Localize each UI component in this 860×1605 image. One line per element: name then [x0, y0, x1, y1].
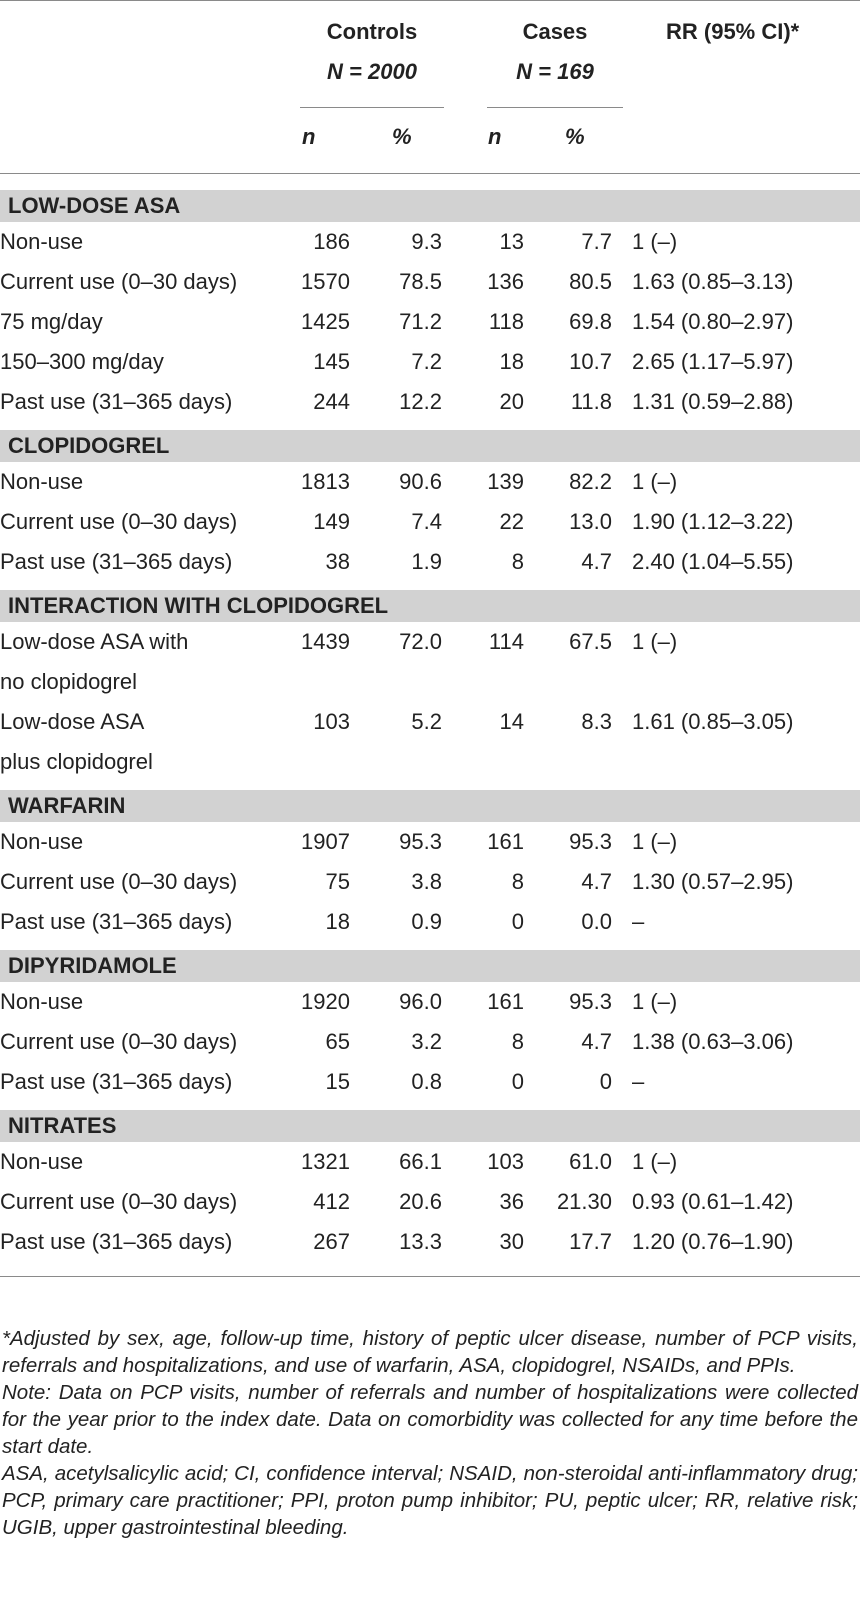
cases-n-cell: 161	[487, 989, 524, 1014]
spacer-cell	[612, 382, 632, 426]
row-label-continuation: no clopidogrel	[0, 669, 137, 694]
section-title: NITRATES	[0, 1106, 860, 1142]
section-header-row	[0, 1106, 860, 1142]
section-header-row	[0, 426, 860, 462]
row-label: Low-dose ASA	[0, 709, 145, 734]
cases-n-cell: 36	[499, 1189, 524, 1214]
cases-n-cell: 103	[487, 1149, 524, 1174]
cases-pct-cell: 95.3	[569, 989, 612, 1014]
cases-n-cell: 8	[511, 869, 524, 894]
rr-cell: –	[632, 909, 645, 934]
controls-n-cell: 412	[313, 1189, 350, 1214]
cases-pct-cell: 10.7	[569, 349, 612, 374]
controls-header	[300, 12, 444, 92]
cases-pct-cell: 21.30	[556, 1189, 612, 1214]
controls-pct-cell: 9.3	[411, 229, 442, 254]
rr-cell: 1 (–)	[632, 229, 678, 254]
rr-cell: 1.54 (0.80–2.97)	[632, 309, 794, 334]
row-label: 150–300 mg/day	[0, 349, 164, 374]
section-title: LOW-DOSE ASA	[0, 190, 860, 222]
spacer-cell	[612, 342, 632, 382]
controls-pct-cell: 20.6	[399, 1189, 442, 1214]
table-row	[0, 1142, 860, 1182]
row-label: Past use (31–365 days)	[0, 1229, 233, 1254]
controls-pct-cell: 95.3	[399, 829, 442, 854]
cases-pct-cell: 8.3	[581, 709, 612, 734]
header-rule	[0, 173, 860, 174]
top-rule	[0, 0, 860, 1]
footnote-note: Note: Data on PCP visits, number of referrals and number of hospitalizations were collected for the year prior to the index date. Data on comorbidity was collected for any time before the start date.	[2, 1381, 858, 1458]
spacer-cell	[612, 862, 632, 902]
cases-n-cell: 18	[499, 349, 524, 374]
controls-pct-cell: 66.1	[399, 1149, 442, 1174]
controls-pct-cell: 13.3	[399, 1229, 442, 1254]
cases-pct-cell: 4.7	[581, 1029, 612, 1054]
cases-n-cell: 8	[511, 1029, 524, 1054]
rr-cell: 1 (–)	[632, 1149, 678, 1174]
rr-header: RR (95% CI)*	[666, 19, 800, 44]
table-row	[0, 542, 860, 586]
row-label: Non-use	[0, 989, 84, 1014]
table-row	[0, 382, 860, 426]
controls-label: Controls	[326, 19, 418, 44]
controls-n-subheader: n	[302, 124, 316, 149]
table-row-continuation	[0, 742, 860, 786]
cases-pct-cell: 7.7	[581, 229, 612, 254]
section-title: INTERACTION WITH CLOPIDOGREL	[0, 586, 860, 622]
row-label: 75 mg/day	[0, 309, 103, 334]
cases-n-cell: 139	[487, 469, 524, 494]
spacer-cell	[612, 902, 632, 946]
controls-pct-cell: 3.8	[411, 869, 442, 894]
cases-n-cell: 20	[499, 389, 524, 414]
controls-n-cell: 15	[325, 1069, 350, 1094]
row-label: Past use (31–365 days)	[0, 389, 233, 414]
table-row	[0, 262, 860, 302]
table-row-continuation	[0, 662, 860, 702]
controls-n-cell: 1920	[301, 989, 350, 1014]
spacer-cell	[612, 822, 632, 862]
rr-cell: 1.90 (1.12–3.22)	[632, 509, 794, 534]
rr-cell: 1 (–)	[632, 469, 678, 494]
rr-cell: 1.31 (0.59–2.88)	[632, 389, 794, 414]
cases-n-cell: 0	[511, 909, 524, 934]
table-row	[0, 302, 860, 342]
spacer-cell	[612, 462, 632, 502]
cases-pct-cell: 4.7	[581, 869, 612, 894]
cases-n-cell: 118	[488, 309, 524, 334]
controls-n-cell: 145	[313, 349, 350, 374]
controls-underline	[300, 107, 444, 108]
spacer-cell	[612, 222, 632, 262]
section-header-row	[0, 946, 860, 982]
cases-pct-cell: 69.8	[569, 309, 612, 334]
table-row	[0, 982, 860, 1022]
cases-underline	[487, 107, 623, 108]
controls-n-cell: 1321	[301, 1149, 350, 1174]
cases-n-cell: 114	[488, 629, 524, 654]
rr-cell: 1 (–)	[632, 629, 678, 654]
table-row	[0, 222, 860, 262]
controls-pct-cell: 12.2	[399, 389, 442, 414]
controls-n-cell: 1439	[301, 629, 350, 654]
cases-n-cell: 30	[499, 1229, 524, 1254]
table-row	[0, 862, 860, 902]
table-row	[0, 502, 860, 542]
table-row	[0, 1182, 860, 1222]
cases-n-cell: 13	[499, 229, 524, 254]
section-title: DIPYRIDAMOLE	[0, 946, 860, 982]
controls-n-cell: 267	[313, 1229, 350, 1254]
rr-cell: 2.65 (1.17–5.97)	[632, 349, 794, 374]
cases-n-cell: 14	[499, 709, 524, 734]
row-label: Current use (0–30 days)	[0, 269, 238, 294]
table-row	[0, 622, 860, 662]
results-table	[0, 190, 860, 1262]
cases-n-cell: 8	[511, 549, 524, 574]
cases-pct-cell: 17.7	[569, 1229, 612, 1254]
controls-pct-cell: 7.2	[411, 349, 442, 374]
cases-n-cell: 22	[499, 509, 524, 534]
rr-cell: 1.61 (0.85–3.05)	[632, 709, 794, 734]
table-row	[0, 1022, 860, 1062]
controls-n-cell: 1570	[301, 269, 350, 294]
cases-pct-subheader: %	[565, 124, 585, 149]
controls-pct-cell: 90.6	[399, 469, 442, 494]
controls-n-cell: 75	[325, 869, 350, 894]
controls-pct-cell: 7.4	[411, 509, 442, 534]
bottom-rule	[0, 1276, 860, 1277]
controls-n-cell: 18	[325, 909, 350, 934]
footnotes	[2, 1325, 858, 1541]
controls-pct-cell: 0.9	[411, 909, 442, 934]
row-label: Past use (31–365 days)	[0, 1069, 233, 1094]
spacer-cell	[612, 502, 632, 542]
spacer-cell	[612, 1182, 632, 1222]
empty-cells	[270, 742, 860, 786]
cases-pct-cell: 82.2	[569, 469, 612, 494]
rr-cell: 1.38 (0.63–3.06)	[632, 1029, 794, 1054]
row-label: Current use (0–30 days)	[0, 869, 238, 894]
section-title: CLOPIDOGREL	[0, 426, 860, 462]
cases-pct-cell: 13.0	[569, 509, 612, 534]
row-label: Current use (0–30 days)	[0, 1029, 238, 1054]
cases-n: N = 169	[516, 59, 594, 84]
row-label: Non-use	[0, 229, 84, 254]
controls-pct-cell: 0.8	[411, 1069, 442, 1094]
controls-pct-cell: 3.2	[411, 1029, 442, 1054]
controls-pct-cell: 5.2	[411, 709, 442, 734]
spacer-cell	[612, 1062, 632, 1106]
controls-n-cell: 149	[313, 509, 350, 534]
cases-n-cell: 0	[511, 1069, 524, 1094]
controls-pct-cell: 1.9	[411, 549, 442, 574]
rr-cell: 1.63 (0.85–3.13)	[632, 269, 794, 294]
cases-pct-cell: 4.7	[581, 549, 612, 574]
cases-pct-cell: 0.0	[581, 909, 612, 934]
rr-cell: 1.20 (0.76–1.90)	[632, 1229, 794, 1254]
section-header-row	[0, 786, 860, 822]
table-row	[0, 342, 860, 382]
rr-cell: 0.93 (0.61–1.42)	[632, 1189, 794, 1214]
row-label: Past use (31–365 days)	[0, 549, 233, 574]
row-label: Non-use	[0, 829, 84, 854]
section-title: WARFARIN	[0, 786, 860, 822]
cases-n-subheader: n	[488, 124, 502, 149]
cases-n-cell: 161	[487, 829, 524, 854]
cases-n-cell: 136	[487, 269, 524, 294]
row-label: Non-use	[0, 1149, 84, 1174]
cases-pct-cell: 95.3	[569, 829, 612, 854]
rr-cell: –	[632, 1069, 645, 1094]
controls-n-cell: 1813	[301, 469, 350, 494]
rr-cell: 1.30 (0.57–2.95)	[632, 869, 794, 894]
controls-n-cell: 1425	[301, 309, 350, 334]
section-header-row	[0, 586, 860, 622]
rr-cell: 1 (–)	[632, 829, 678, 854]
row-label: Low-dose ASA with	[0, 629, 189, 654]
spacer-cell	[612, 982, 632, 1022]
cases-pct-cell: 0	[599, 1069, 612, 1094]
footnote-abbreviations: ASA, acetylsalicylic acid; CI, confidence interval; NSAID, non-steroidal anti-inflammatory drug; PCP, primary care practitioner; PPI, proton pump inhibitor; PU, peptic ulcer; RR, relative risk; UGIB, upper gastrointestinal bleeding.	[2, 1462, 858, 1539]
spacer-cell	[612, 302, 632, 342]
controls-n: N = 2000	[327, 59, 417, 84]
cases-label: Cases	[522, 19, 588, 44]
spacer-cell	[612, 1142, 632, 1182]
footnote-adjusted: *Adjusted by sex, age, follow-up time, history of peptic ulcer disease, number of PCP visits, referrals and hospitalizations, and use of warfarin, ASA, clopidogrel, NSAIDs, and PPIs.	[2, 1327, 858, 1377]
row-label: Current use (0–30 days)	[0, 509, 238, 534]
controls-n-cell: 244	[313, 389, 350, 414]
table-row	[0, 1062, 860, 1106]
controls-pct-subheader: %	[392, 124, 412, 149]
empty-cells	[270, 662, 860, 702]
table-row	[0, 822, 860, 862]
table-row	[0, 702, 860, 742]
rr-cell: 2.40 (1.04–5.55)	[632, 549, 794, 574]
row-label: Past use (31–365 days)	[0, 909, 233, 934]
row-label: Current use (0–30 days)	[0, 1189, 238, 1214]
table-row	[0, 462, 860, 502]
section-header-row	[0, 190, 860, 222]
spacer-cell	[612, 702, 632, 742]
controls-n-cell: 38	[325, 549, 350, 574]
cases-pct-cell: 67.5	[569, 629, 612, 654]
table-row	[0, 902, 860, 946]
row-label: Non-use	[0, 469, 84, 494]
controls-pct-cell: 96.0	[399, 989, 442, 1014]
results-table-body	[0, 190, 860, 1262]
controls-n-cell: 186	[313, 229, 350, 254]
cases-header	[487, 12, 623, 92]
cases-pct-cell: 80.5	[569, 269, 612, 294]
controls-n-cell: 103	[313, 709, 350, 734]
spacer-cell	[612, 262, 632, 302]
cases-pct-cell: 11.8	[570, 389, 612, 414]
controls-n-cell: 65	[325, 1029, 350, 1054]
spacer-cell	[612, 542, 632, 586]
controls-pct-cell: 72.0	[399, 629, 442, 654]
cases-pct-cell: 61.0	[569, 1149, 612, 1174]
controls-n-cell: 1907	[301, 829, 350, 854]
rr-cell: 1 (–)	[632, 989, 678, 1014]
controls-pct-cell: 78.5	[399, 269, 442, 294]
spacer-cell	[612, 1222, 632, 1262]
spacer-cell	[612, 622, 632, 662]
table-row	[0, 1222, 860, 1262]
row-label-continuation: plus clopidogrel	[0, 749, 153, 774]
spacer-cell	[612, 1022, 632, 1062]
controls-pct-cell: 71.2	[399, 309, 442, 334]
